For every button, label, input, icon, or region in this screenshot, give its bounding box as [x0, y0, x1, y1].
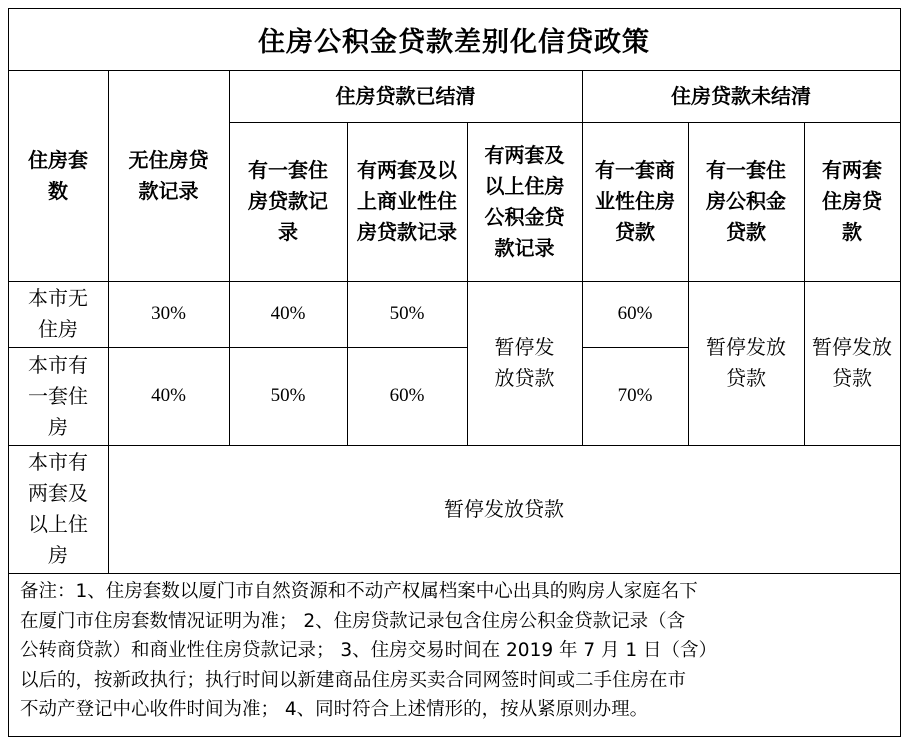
header-unsettled-group: 住房贷款未结清 [671, 83, 811, 108]
note-line: 备注：1、住房套数以厦门市自然资源和不动产权属档案中心出具的购房人家庭名下 [20, 581, 698, 602]
cell-one-house-settled-one: 50% [270, 385, 306, 406]
header-unsettled-one-fund: 有一套住房公积金贷款 [706, 158, 786, 244]
grid-line [900, 8, 901, 737]
grid-line [8, 8, 901, 9]
note-line: 以后的，按新政执行；执行时间以新建商品住房买卖合同网签时间或二手住房在市 [20, 669, 687, 691]
cell-suspended-two-plus-houses: 暂停发放贷款 [444, 496, 564, 521]
cell-one-house-settled-two-commercial: 60% [389, 385, 425, 406]
grid-line [8, 281, 901, 282]
cell-no-house-unsettled-one-commercial: 60% [617, 303, 653, 324]
note-line: 不动产登记中心收件时间为准； 4、同时符合上述情形的，按从紧原则办理。 [20, 699, 649, 720]
cell-no-house-no-loan: 30% [151, 303, 186, 324]
grid-line [582, 70, 583, 445]
grid-line [229, 122, 901, 123]
header-settled-two-commercial: 有两套及以上商业性住房贷款记录 [357, 158, 457, 244]
grid-line [8, 8, 9, 737]
header-settled-two-fund: 有两套及以上住房公积金贷款记录 [484, 142, 565, 260]
row-label-two-plus-houses: 本市有两套及以上住房 [28, 450, 88, 567]
header-no-loan: 无住房贷款记录 [128, 147, 209, 203]
header-house-count: 住房套数 [28, 147, 88, 203]
cell-no-house-settled-one: 40% [270, 303, 306, 324]
row-label-one-house: 本市有一套住房 [28, 352, 88, 439]
grid-line [8, 347, 467, 348]
grid-line [229, 70, 230, 445]
header-unsettled-one-commercial: 有一套商业性住房贷款 [595, 158, 675, 244]
header-settled-one: 有一套住房贷款记录 [248, 158, 328, 244]
grid-line [688, 122, 689, 445]
cell-one-house-unsettled-one-commercial: 70% [617, 385, 653, 406]
grid-line [8, 736, 901, 737]
header-unsettled-two: 有两套住房贷款 [822, 158, 882, 244]
grid-line [347, 122, 348, 445]
grid-line [8, 445, 901, 446]
cell-no-house-settled-two-commercial: 50% [389, 303, 425, 324]
note-line: 在厦门市住房套数情况证明为准； 2、住房贷款记录包含住房公积金贷款记录（含 [20, 610, 686, 632]
row-label-no-house: 本市无住房 [28, 286, 88, 341]
cell-suspended-unsettled-two: 暂停发放贷款 [812, 335, 892, 390]
grid-line [8, 573, 901, 574]
notes-block [8, 573, 900, 736]
grid-line [582, 347, 688, 348]
page-title: 住房公积金贷款差别化信贷政策 [258, 26, 650, 58]
grid-line [8, 70, 901, 71]
grid-line [108, 70, 109, 573]
cell-suspended-unsettled-one-fund: 暂停发放贷款 [706, 335, 786, 390]
cell-one-house-no-loan: 40% [151, 385, 186, 406]
grid-line [804, 122, 805, 445]
note-line: 公转商贷款）和商业性住房贷款记录； 3、住房交易时间在 2019 年 7 月 1 日（含） [20, 640, 718, 661]
cell-suspended-settled-two-fund: 暂停发放贷款 [494, 335, 555, 390]
header-settled-group: 住房贷款已结清 [335, 83, 476, 108]
grid-line [467, 122, 468, 445]
